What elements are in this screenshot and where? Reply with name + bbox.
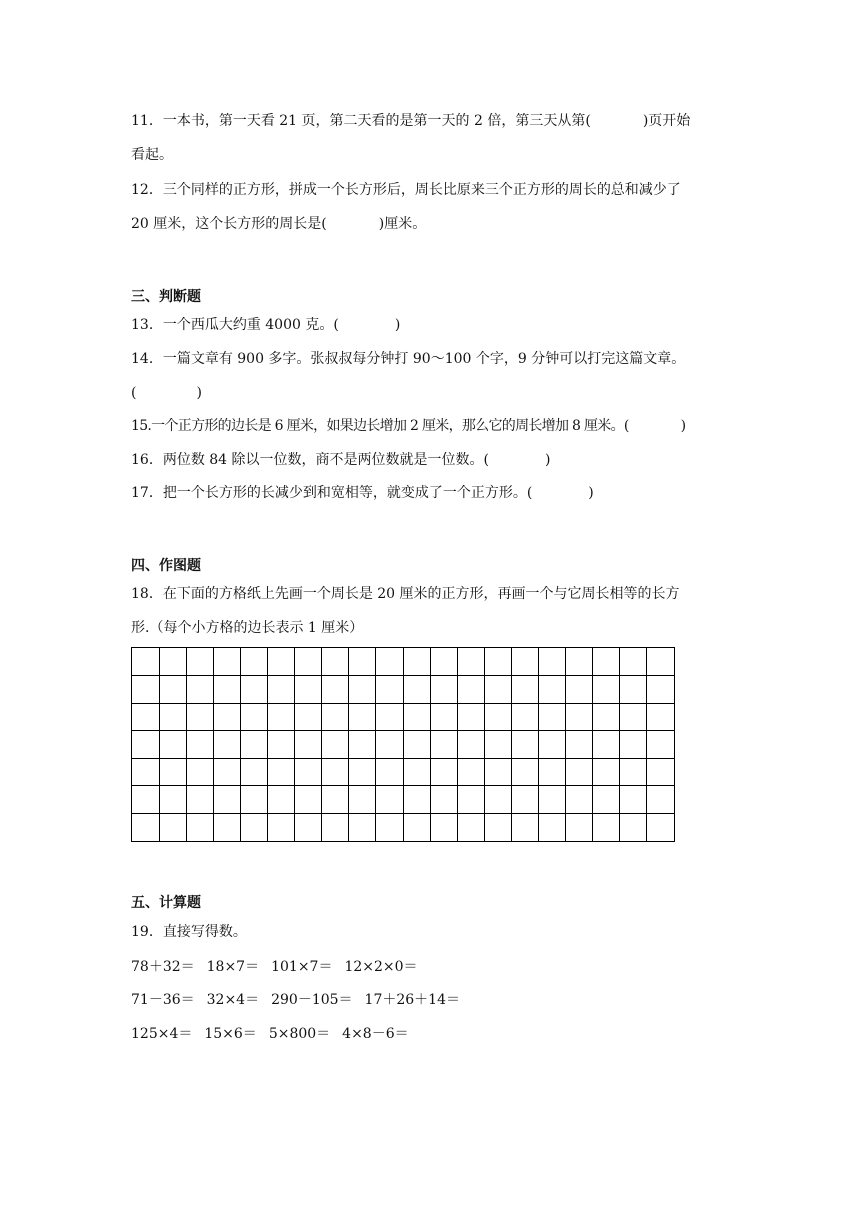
question-14-line-2: ( ) — [131, 385, 202, 401]
calc-item: 4×8－6＝ — [342, 1026, 409, 1042]
calc-item: 12×2×0＝ — [344, 959, 418, 975]
question-14-line-1: 14．一篇文章有 900 多字。张叔叔每分钟打 90～100 个字，9 分钟可以打完这篇文章。 — [131, 351, 686, 367]
question-16: 16．两位数 84 除以一位数，商不是两位数就是一位数。( ) — [131, 452, 551, 468]
calc-row — [131, 990, 472, 1010]
question-15: 15.一个正方形的边长是 6 厘米，如果边长增加 2 厘米，那么它的周长增加 8 厘米。( ) — [131, 418, 686, 434]
grid-line-horizontal — [132, 813, 674, 814]
grid-line-horizontal — [132, 675, 674, 676]
grid-line-horizontal — [132, 758, 674, 759]
question-13: 13．一个西瓜大约重 4000 克。( ) — [131, 317, 401, 333]
grid-line-horizontal — [132, 703, 674, 704]
calc-item: 15×6＝ — [204, 1026, 257, 1042]
question-12-line-1: 12．三个同样的正方形，拼成一个长方形后，周长比原来三个正方形的周长的总和减少了 — [131, 182, 681, 198]
calc-item: 17＋26＋14＝ — [364, 992, 460, 1008]
calc-item: 125×4＝ — [131, 1026, 193, 1042]
grid-line-horizontal — [132, 785, 674, 786]
question-18-line-2: 形.（每个小方格的边长表示 1 厘米） — [131, 620, 364, 636]
section-3-title: 三、判断题 — [131, 289, 201, 305]
calc-item: 101×7＝ — [271, 959, 333, 975]
square-grid-paper[interactable] — [131, 647, 675, 842]
grid-line-horizontal — [132, 730, 674, 731]
question-11-line-2: 看起。 — [131, 147, 173, 163]
question-17: 17．把一个长方形的长减少到和宽相等，就变成了一个正方形。( ) — [131, 485, 594, 501]
calc-row — [131, 957, 430, 977]
calc-item: 290－105＝ — [271, 992, 353, 1008]
calc-item: 32×4＝ — [206, 992, 260, 1008]
question-11-line-1: 11．一本书，第一天看 21 页，第二天看的是第一天的 2 倍，第三天从第( )页开始 — [131, 113, 691, 129]
question-12-line-2: 20 厘米，这个长方形的周长是( )厘米。 — [131, 216, 427, 232]
calc-item: 78＋32＝ — [131, 959, 195, 975]
section-4-title: 四、作图题 — [131, 558, 201, 574]
calc-row — [131, 1024, 421, 1044]
section-5-title: 五、计算题 — [131, 895, 201, 911]
question-19-title: 19．直接写得数。 — [131, 924, 247, 940]
calc-item: 71－36＝ — [131, 992, 195, 1008]
calc-item: 18×7＝ — [206, 959, 260, 975]
question-18-line-1: 18．在下面的方格纸上先画一个周长是 20 厘米的正方形，再画一个与它周长相等的长方 — [131, 586, 680, 602]
calc-item: 5×800＝ — [268, 1026, 331, 1042]
